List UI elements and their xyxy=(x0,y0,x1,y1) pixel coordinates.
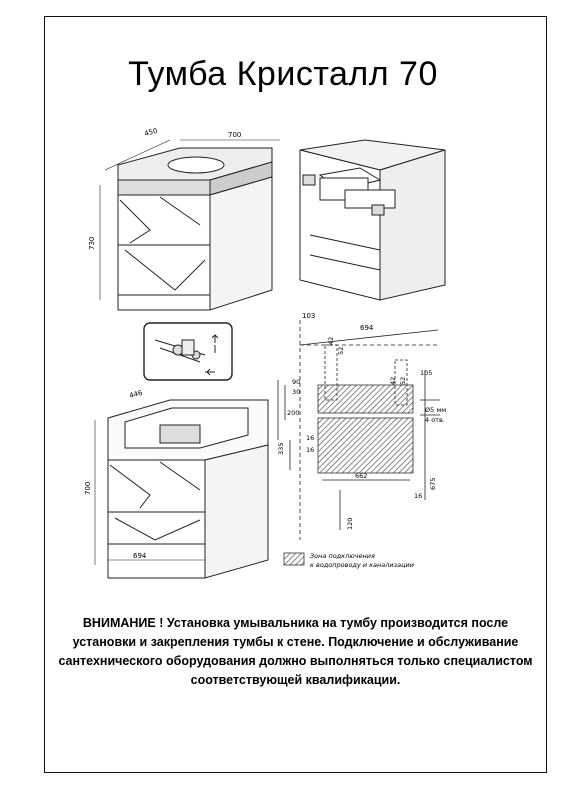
warning-notice: ВНИМАНИЕ ! Установка умывальника на тумбу производится после установки и закрепления тумбы к стене. Подключение и обслуживание сантехнического оборудования должно выполняться только специалистом соответствующей квалификации. xyxy=(58,616,533,687)
wall-mounting-scheme xyxy=(278,320,440,540)
dim-700: 700 xyxy=(228,131,242,139)
dim-700-side: 700 xyxy=(84,481,92,495)
dim-16: 16 xyxy=(306,434,315,442)
dim-694: 694 xyxy=(360,324,374,332)
dim-662: 662 xyxy=(355,472,368,480)
legend-hatch-swatch xyxy=(284,553,304,565)
hanger-detail-view xyxy=(144,323,232,380)
dim-16-c: 16 xyxy=(414,492,423,500)
hole-note-size: Ø5 мм xyxy=(425,406,447,414)
dim-42: 42 xyxy=(327,336,335,345)
connection-zone-lower xyxy=(318,418,413,473)
dim-335: 335 xyxy=(277,442,285,455)
dim-52-right: 52 xyxy=(399,376,407,385)
dim-120: 120 xyxy=(346,517,354,530)
dim-42-right: 42 xyxy=(389,376,397,385)
dim-103: 103 xyxy=(302,312,316,320)
cabinet-with-sink-view xyxy=(100,140,280,310)
dim-446: 446 xyxy=(128,388,144,400)
dim-730: 730 xyxy=(88,236,96,250)
dim-200: 200 xyxy=(287,409,300,417)
dim-90: 90 xyxy=(292,378,301,386)
hole-note-count: 4 отв. xyxy=(425,416,445,424)
dim-52: 52 xyxy=(337,346,345,355)
dim-30: 30 xyxy=(292,388,301,396)
legend-line-1: Зона подключения xyxy=(310,552,375,560)
open-cabinet-view xyxy=(300,140,445,300)
page-title: Тумба Кристалл 70 xyxy=(128,55,438,93)
dim-675: 675 xyxy=(429,477,437,490)
legend-line-2: к водопроводу и канализации xyxy=(310,561,414,569)
connection-zone-upper xyxy=(318,385,413,413)
dim-105: 105 xyxy=(420,369,433,377)
dim-450: 450 xyxy=(143,126,159,138)
dim-16-b: 16 xyxy=(306,446,315,454)
cabinet-open-top-view xyxy=(95,400,268,578)
dim-694-bottom: 694 xyxy=(133,552,147,560)
